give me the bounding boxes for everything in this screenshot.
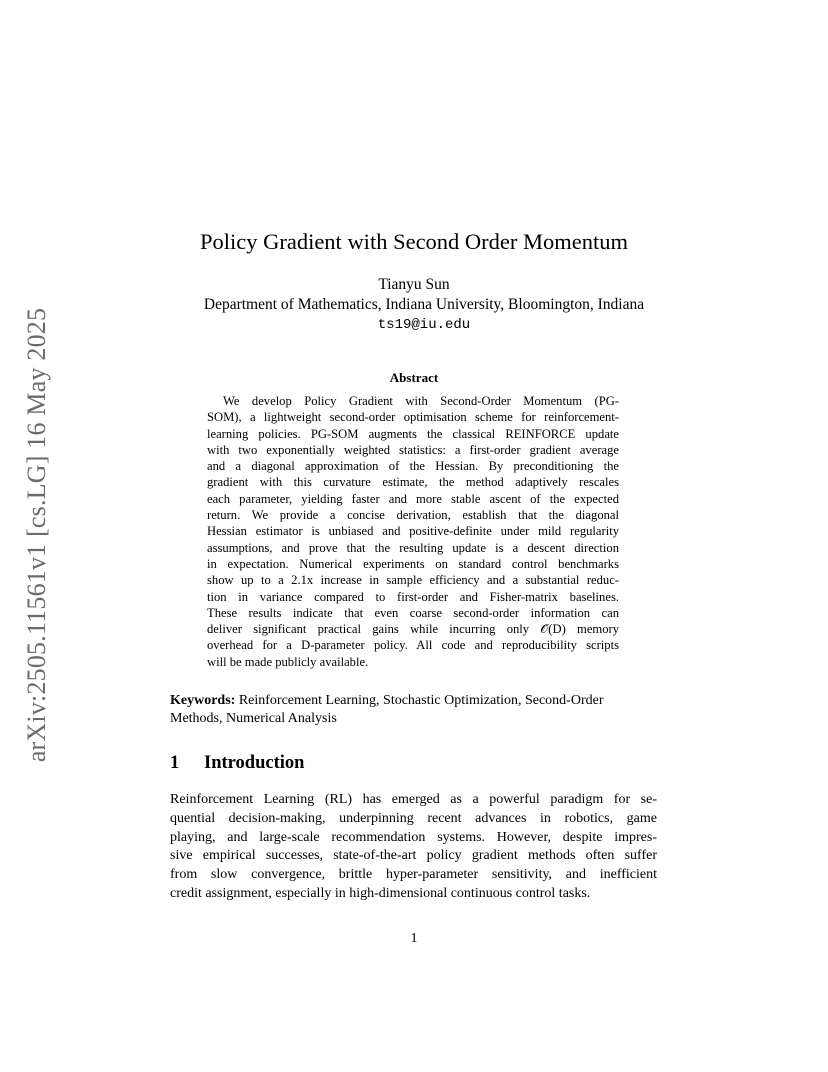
keywords-label: Keywords:	[170, 693, 236, 708]
abstract-line: will be made publicly available.	[207, 654, 369, 669]
abstract-body	[207, 393, 619, 670]
paragraph-line: sive empirical successes, state-of-the-art policy gradient methods often suffer	[170, 848, 657, 864]
abstract-line: with two exponentially weighted statistics: a first-order gradient average	[207, 442, 619, 457]
paper-title: Policy Gradient with Second Order Momentum	[199, 229, 629, 254]
paragraph-line: Reinforcement Learning (RL) has emerged as a powerful paradigm for se-	[170, 792, 657, 807]
keywords-block	[170, 692, 657, 728]
abstract-line: deliver significant practical gains while incurring only 𝒪(D) memory	[207, 622, 619, 637]
abstract-line: Hessian estimator is unbiased and positive-definite under mild regularity	[207, 524, 619, 539]
abstract-line: return. We provide a concise derivation, establish that the diagonal	[207, 508, 619, 523]
abstract-line: SOM), a lightweight second-order optimisation scheme for reinforcement-	[207, 410, 619, 425]
page-number: 1	[410, 931, 418, 946]
abstract-line: overhead for a D-parameter policy. All code and reproducibility scripts	[207, 638, 619, 653]
abstract-heading: Abstract	[389, 370, 439, 385]
keywords-text: Reinforcement Learning, Stochastic Optimization, Second-Order	[235, 693, 604, 708]
abstract-line: in expectation. Numerical experiments on standard control benchmarks	[207, 556, 619, 571]
paragraph-line: from slow convergence, brittle hyper-parameter sensitivity, and inefficient	[170, 867, 657, 883]
author-affiliation: Department of Mathematics, Indiana University, Bloomington, Indiana	[203, 296, 645, 313]
arxiv-identifier-stamp: arXiv:2505.11561v1 [cs.LG] 16 May 2025	[22, 307, 51, 763]
abstract-line: learning policies. PG-SOM augments the classical REINFORCE update	[207, 426, 619, 441]
abstract-line: These results indicate that even coarse second-order information can	[207, 605, 619, 620]
abstract-line: each parameter, yielding faster and more stable ascent of the expected	[207, 491, 619, 506]
paragraph-line: quential decision-making, underpinning recent advances in robotics, game	[170, 810, 657, 826]
author-name: Tianyu Sun	[378, 276, 450, 293]
keywords-line	[170, 692, 657, 710]
section-number: 1	[170, 753, 180, 773]
paragraph-line: credit assignment, especially in high-dimensional continuous control tasks.	[170, 885, 591, 901]
abstract-line: tion in variance compared to first-order and Fisher-matrix baselines.	[207, 589, 619, 604]
section-heading-introduction	[170, 752, 304, 774]
abstract-line: show up to a 2.1x increase in sample efficiency and a substantial reduc-	[207, 573, 619, 588]
author-email: ts19@iu.edu	[377, 317, 471, 333]
keywords-line: Methods, Numerical Analysis	[170, 711, 337, 726]
paragraph-line: playing, and large-scale recommendation systems. However, despite impres-	[170, 829, 657, 845]
abstract-line: We develop Policy Gradient with Second-Order Momentum (PG-	[223, 394, 619, 408]
abstract-line: and a diagonal approximation of the Hessian. By preconditioning the	[207, 459, 619, 474]
section-title: Introduction	[204, 753, 305, 773]
abstract-line: gradient with this curvature estimate, the method adaptively rescales	[207, 475, 619, 490]
abstract-line: assumptions, and prove that the resulting update is a descent direction	[207, 540, 619, 555]
introduction-paragraph	[170, 791, 657, 904]
